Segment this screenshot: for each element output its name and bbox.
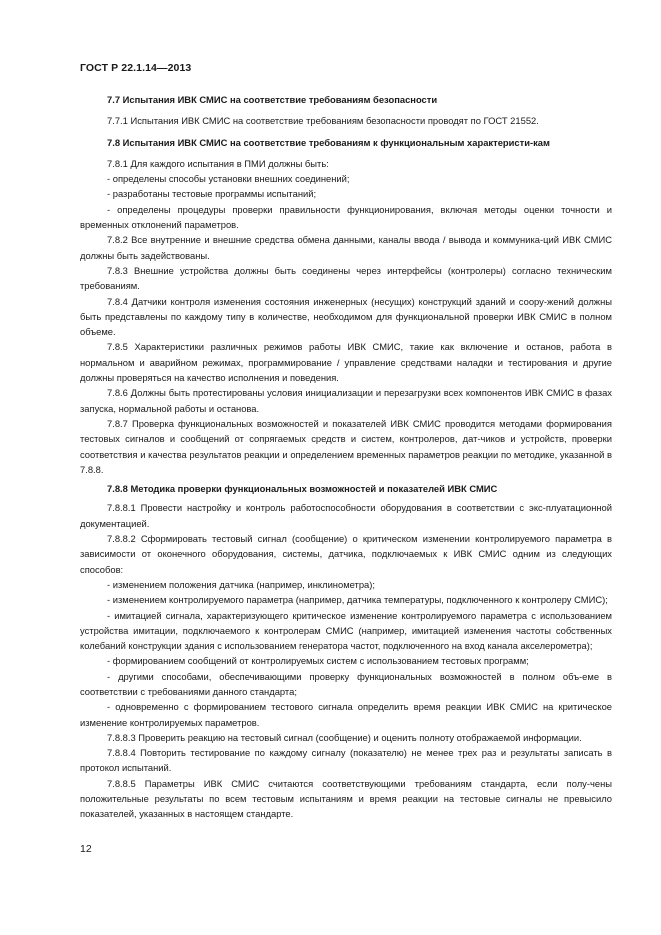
list-item: - одновременно с формированием тестового сигнала определить время реакции ИВК СМИС на критическое изменение контролируемых параметров. — [80, 701, 612, 728]
paragraph-7-8-6: 7.8.6 Должны быть протестированы условия инициализации и перезагрузки всех компонентов ИВК СМИС в фазах запуска, нормальной работы и останова. — [80, 387, 612, 414]
list-item: - определены процедуры проверки правильности функционирования, включая методы оценки точности и временных отклонений параметров. — [80, 203, 612, 231]
paragraph-7-8-8-3: 7.8.8.3 Проверить реакцию на тестовый сигнал (сообщение) и оценить полноту отображаемой информации. — [107, 731, 582, 743]
paragraph-7-8-8-1: 7.8.8.1 Провести настройку и контроль работоспособности оборудования в соответствии с экс-плуатационной документацией. — [80, 502, 612, 529]
paragraph-7-8-1: 7.8.1 Для каждого испытания в ПМИ должны быть: — [107, 157, 329, 169]
list-item: - другими способами, обеспечивающими проверку функциональных возможностей в полном объ-еме в соответствии с требованиями данного стандарта; — [80, 670, 612, 697]
paragraph-7-8-2: 7.8.2 Все внутренние и внешние средства обмена данными, каналы ввода / вывода и коммуника-ций ИВК СМИС должны быть задействованы. — [80, 234, 612, 261]
document-header: ГОСТ Р 22.1.14—2013 — [80, 62, 192, 74]
list-item: - определены способы установки внешних соединений; — [107, 173, 350, 185]
section-heading-7-7: 7.7 Испытания ИВК СМИС на соответствие требованиям безопасности — [107, 94, 438, 105]
list-item: - формированием сообщений от контролируемых систем с использованием тестовых программ; — [107, 655, 529, 667]
paragraph-7-8-8-4: 7.8.8.4 Повторить тестирование по каждому сигналу (показателю) не менее трех раз и результаты записать в протокол испытаний. — [80, 747, 612, 774]
paragraph-7-7-1: 7.7.1 Испытания ИВК СМИС на соответствие требованиям безопасности проводят по ГОСТ 21552. — [107, 115, 539, 127]
list-item: - изменением положения датчика (например, инклинометра); — [107, 578, 375, 590]
paragraph-7-8-3: 7.8.3 Внешние устройства должны быть соединены через интерфейсы (контролеры) согласно техническим требованиям. — [80, 264, 612, 292]
paragraph-7-8-5: 7.8.5 Характеристики различных режимов работы ИВК СМИС, такие как включение и останов, работа в нормальном и аварийном режимах, программирование / управление средствами наладки и тестирования и другие должны проверяться на качество исполнения и поведения. — [80, 341, 612, 384]
paragraph-7-8-4: 7.8.4 Датчики контроля изменения состояния инженерных (несущих) конструкций зданий и соору-жений должны быть представлены по каждому типу в количестве, необходимом для функциональной проверки ИВК СМИС в полном объеме. — [80, 295, 612, 338]
paragraph-7-8-8-2: 7.8.8.2 Сформировать тестовый сигнал (сообщение) о критическом изменении контролируемого параметра в зависимости от оконечного оборудования, системы, датчика, подключаемых к ИВК СМИС одним из следующих способов: — [80, 533, 612, 575]
section-heading-7-8-8: 7.8.8 Методика проверки функциональных возможностей и показателей ИВК СМИС — [107, 483, 498, 495]
paragraph-7-8-7: 7.8.7 Проверка функциональных возможностей и показателей ИВК СМИС проводится методами формирования тестовых сигналов и сообщений от сопрягаемых средств и систем, контролеров, дат-чиков и устройств, проверки соответствия и качества результатов реакции и определением временных параметров реакции по методике, указанной в 7.8.8. — [80, 417, 612, 475]
list-item: - изменением контролируемого параметра (например, датчика температуры, подключенного к контролеру СМИС); — [107, 594, 608, 606]
document-body — [80, 92, 612, 822]
list-item: - разработаны тестовые программы испытаний; — [107, 188, 317, 200]
page-number: 12 — [80, 843, 92, 855]
paragraph-7-8-8-5: 7.8.8.5 Параметры ИВК СМИС считаются соответствующими требованиям стандарта, если полу-чены положительные результаты по всем тестовым испытаниям и время реакции на тестовые сигналы не превысило показателей, указанных в настоящем стандарте. — [80, 777, 612, 820]
section-heading-7-8: 7.8 Испытания ИВК СМИС на соответствие требованиям к функциональным характеристи-кам — [107, 136, 550, 148]
list-item: - имитацией сигнала, характеризующего критическое изменение контролируемого параметра с использованием устройства имитации, подключаемого к контролерам СМИС (например, имитацией изменения частоты собственных колебаний конструкции здания с использованием генератора частот, подключенного на вход канала акселерометра); — [80, 609, 612, 652]
